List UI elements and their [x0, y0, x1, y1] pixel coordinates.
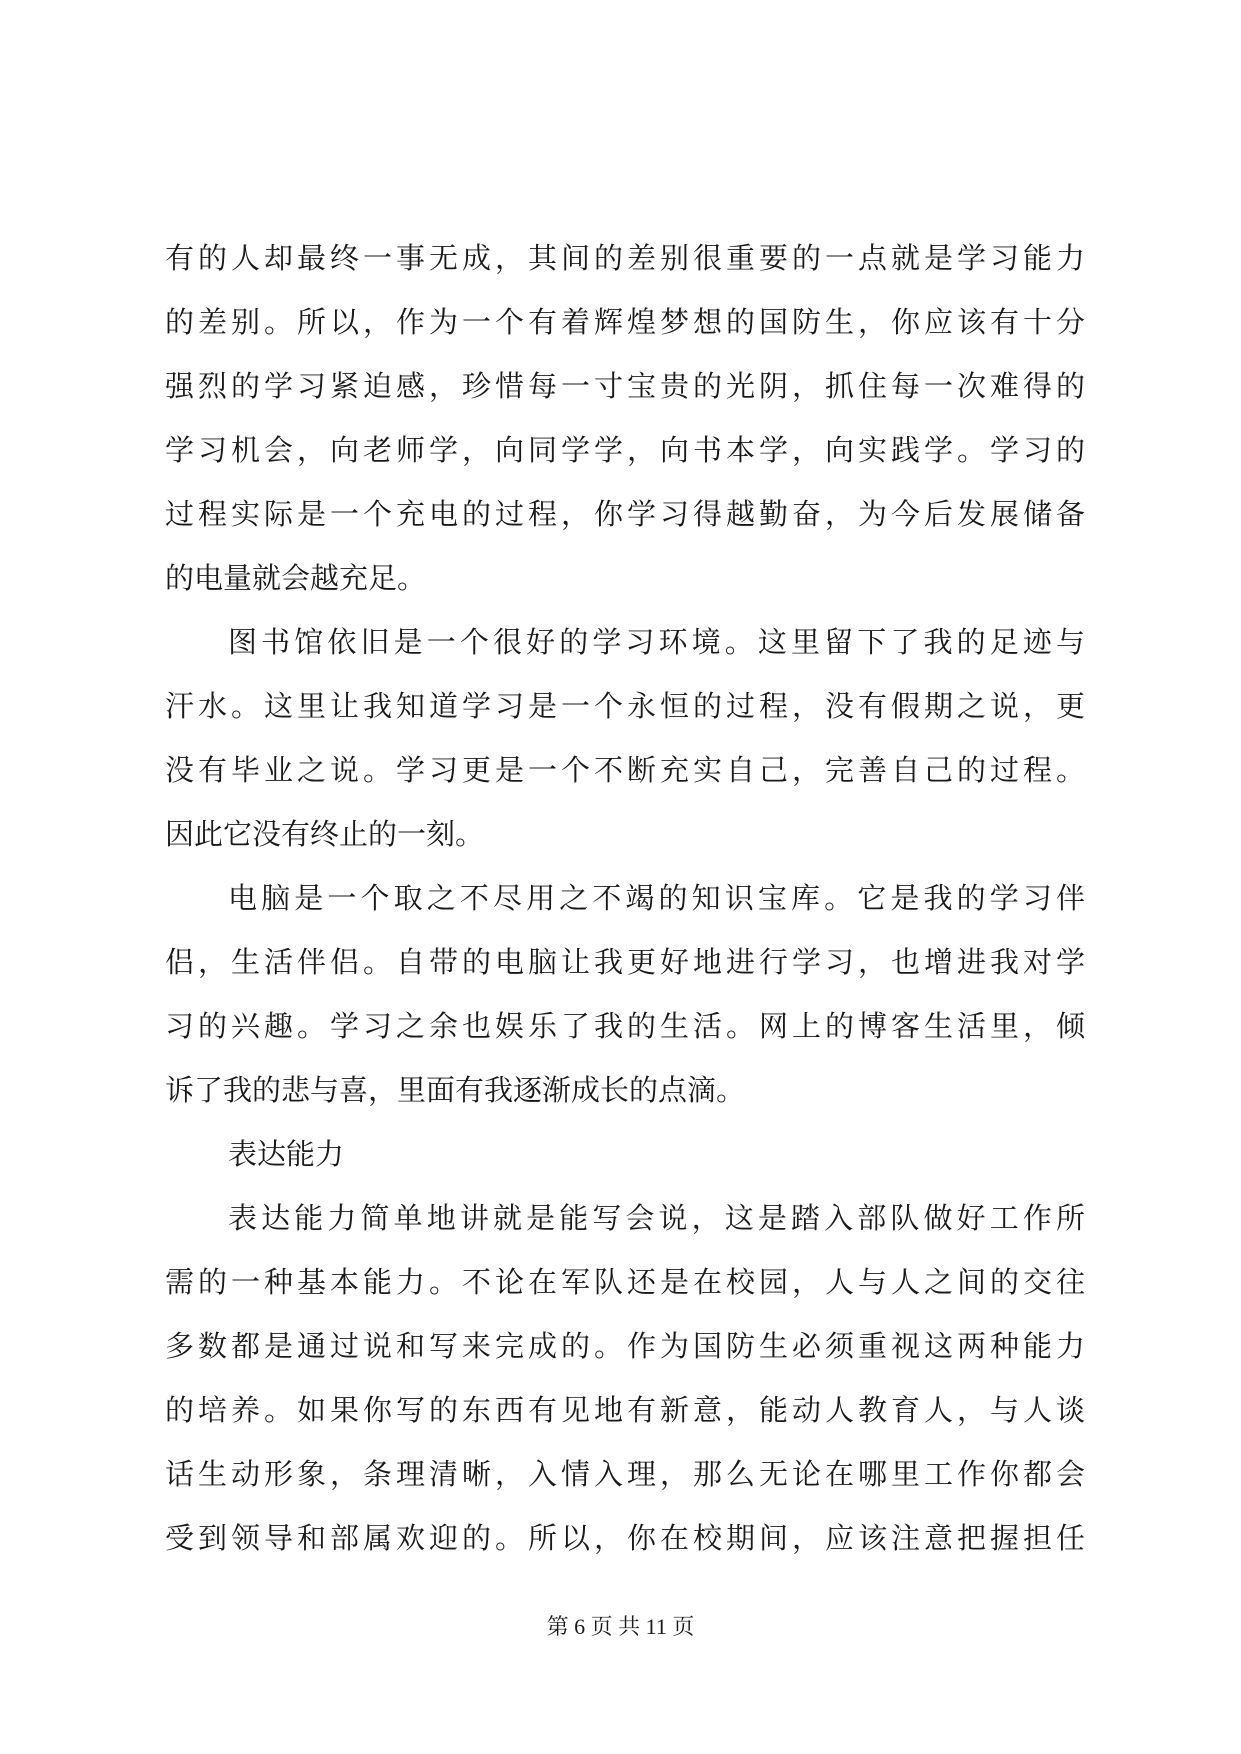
body-line: 话生动形象，条理清晰，入情入理，那么无论在哪里工作你都会	[165, 1457, 1085, 1491]
body-line: 诉了我的悲与喜，里面有我逐渐成长的点滴。	[165, 1073, 746, 1107]
section-heading: 表达能力	[228, 1137, 345, 1171]
body-line: 习的兴趣。学习之余也娱乐了我的生活。网上的博客生活里，倾	[165, 1009, 1085, 1043]
body-line: 过程实际是一个充电的过程，你学习得越勤奋，为今后发展储备	[165, 497, 1085, 531]
document-body	[165, 226, 1085, 1570]
paragraph-first-line: 表达能力简单地讲就是能写会说，这是踏入部队做好工作所	[228, 1201, 1085, 1235]
body-line: 强烈的学习紧迫感，珍惜每一寸宝贵的光阴，抓住每一次难得的	[165, 369, 1085, 403]
paragraph-first-line: 电脑是一个取之不尽用之不竭的知识宝库。它是我的学习伴	[228, 881, 1085, 915]
body-line: 的差别。所以，作为一个有着辉煌梦想的国防生，你应该有十分	[165, 305, 1085, 339]
body-line: 有的人却最终一事无成，其间的差别很重要的一点就是学习能力	[165, 241, 1085, 275]
body-line: 没有毕业之说。学习更是一个不断充实自己，完善自己的过程。	[165, 753, 1085, 787]
body-line: 需的一种基本能力。不论在军队还是在校园，人与人之间的交往	[165, 1265, 1085, 1299]
body-line: 汗水。这里让我知道学习是一个永恒的过程，没有假期之说，更	[165, 689, 1085, 723]
paragraph-first-line: 图书馆依旧是一个很好的学习环境。这里留下了我的足迹与	[228, 625, 1085, 659]
body-line: 侣，生活伴侣。自带的电脑让我更好地进行学习，也增进我对学	[165, 945, 1085, 979]
body-line: 的电量就会越充足。	[165, 561, 427, 595]
body-line: 受到领导和部属欢迎的。所以，你在校期间，应该注意把握担任	[165, 1521, 1085, 1555]
body-line: 多数都是通过说和写来完成的。作为国防生必须重视这两种能力	[165, 1329, 1085, 1363]
body-line: 因此它没有终止的一刻。	[165, 817, 485, 851]
page-number-footer: 第 6 页 共 11 页	[546, 1614, 695, 1639]
body-line: 的培养。如果你写的东西有见地有新意，能动人教育人，与人谈	[165, 1393, 1085, 1427]
body-line: 学习机会，向老师学，向同学学，向书本学，向实践学。学习的	[165, 433, 1085, 467]
